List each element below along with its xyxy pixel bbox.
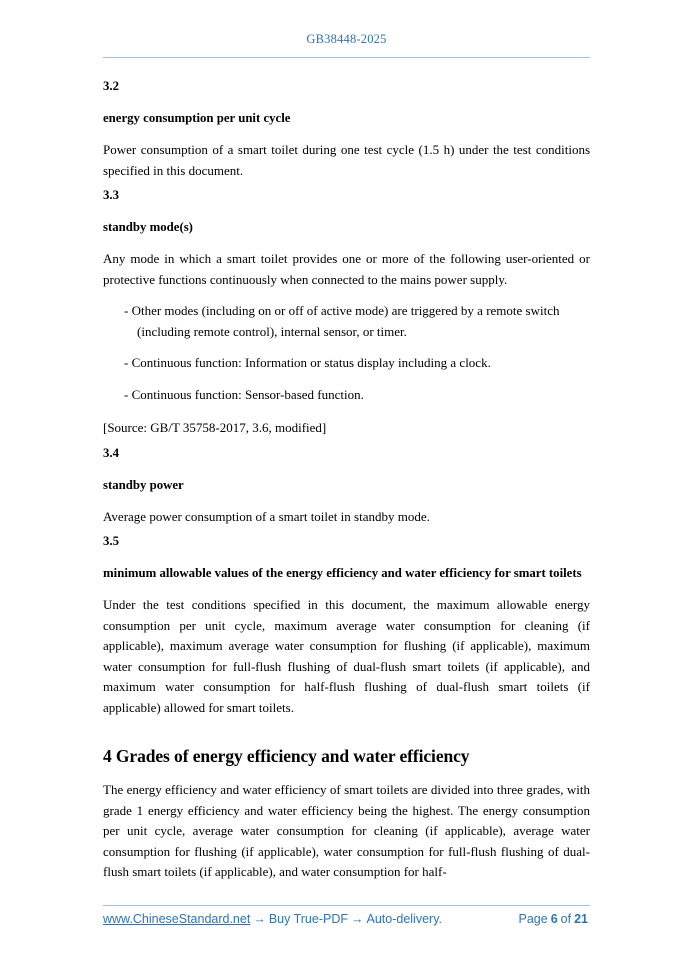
total-page-count: 21 bbox=[574, 912, 588, 926]
clause-number-3-5: 3.5 bbox=[103, 534, 119, 548]
header-divider bbox=[103, 57, 590, 58]
page-number-indicator bbox=[518, 912, 591, 926]
page-label: Page bbox=[518, 912, 548, 926]
source-reference-3-3: [Source: GB/T 35758-2017, 3.6, modified] bbox=[103, 420, 327, 435]
term-heading-3-4: standby power bbox=[103, 477, 184, 492]
of-label: of bbox=[560, 912, 572, 926]
page-header bbox=[103, 30, 590, 48]
page-footer bbox=[103, 912, 590, 934]
current-page-number: 6 bbox=[550, 912, 558, 926]
term-heading-3-5: minimum allowable values of the energy efficiency and water efficiency for smart toilets bbox=[103, 566, 582, 580]
document-body bbox=[103, 72, 590, 883]
definition-paragraph-3-2: Power consumption of a smart toilet during one test cycle (1.5 h) under the test conditions specified in this document. bbox=[103, 142, 590, 178]
clause-number-3-2: 3.2 bbox=[103, 79, 119, 93]
definition-paragraph-3-3: Any mode in which a smart toilet provides one or more of the following user-oriented or protective functions continuously when connected to the mains power supply. bbox=[103, 251, 590, 287]
footer-promo-line bbox=[103, 912, 442, 926]
clause-number-3-4: 3.4 bbox=[103, 445, 119, 460]
chinesestandard-link[interactable]: www.ChineseStandard.net bbox=[103, 912, 251, 926]
definition-paragraph-3-5: Under the test conditions specified in this document, the maximum allowable energy consumption per unit cycle, maximum average water consumption for cleaning (if applicable), maximum average water consumption for flushing (if applicable), maximum water consumption for full-flush flushing of dual-flush smart toilets (if applicable), and maximum water consumption for half-flush flushing of dual-flush smart toilets (if applicable) allowed for smart toilets. bbox=[103, 597, 590, 715]
chapter-paragraph-4: The energy efficiency and water efficiency of smart toilets are divided into three grades, with grade 1 energy efficiency and water efficiency being the highest. The energy consumption per unit cycle, average water consumption for cleaning (if applicable), average water consumption for flushing (if applicable), water consumption for full-flush flushing of dual-flush smart toilets (if applicable), and water consumption for half- bbox=[103, 782, 590, 879]
standard-number-title: GB38448-2025 bbox=[306, 32, 387, 46]
chapter-heading-4: 4 Grades of energy efficiency and water efficiency bbox=[103, 746, 470, 766]
arrow-right-icon-2: → bbox=[351, 912, 364, 926]
list-item: - Continuous function: Information or status display including a clock. bbox=[124, 355, 491, 370]
standby-mode-list bbox=[103, 301, 590, 405]
footer-promo-buy-true-pdf: Buy True-PDF bbox=[268, 912, 348, 926]
list-item: - Continuous function: Sensor-based function. bbox=[124, 386, 364, 402]
list-item: - Other modes (including on or off of active mode) are triggered by a remote switch (including remote control), internal sensor, or timer. bbox=[124, 303, 560, 339]
definition-paragraph-3-4: Average power consumption of a smart toilet in standby mode. bbox=[103, 508, 430, 524]
term-heading-3-3: standby mode(s) bbox=[103, 220, 193, 234]
arrow-right-icon-1: → bbox=[253, 912, 266, 926]
footer-divider bbox=[103, 905, 590, 906]
clause-number-3-3: 3.3 bbox=[103, 188, 119, 202]
term-heading-3-2: energy consumption per unit cycle bbox=[103, 111, 291, 125]
footer-promo-auto-delivery: Auto-delivery. bbox=[366, 912, 442, 926]
